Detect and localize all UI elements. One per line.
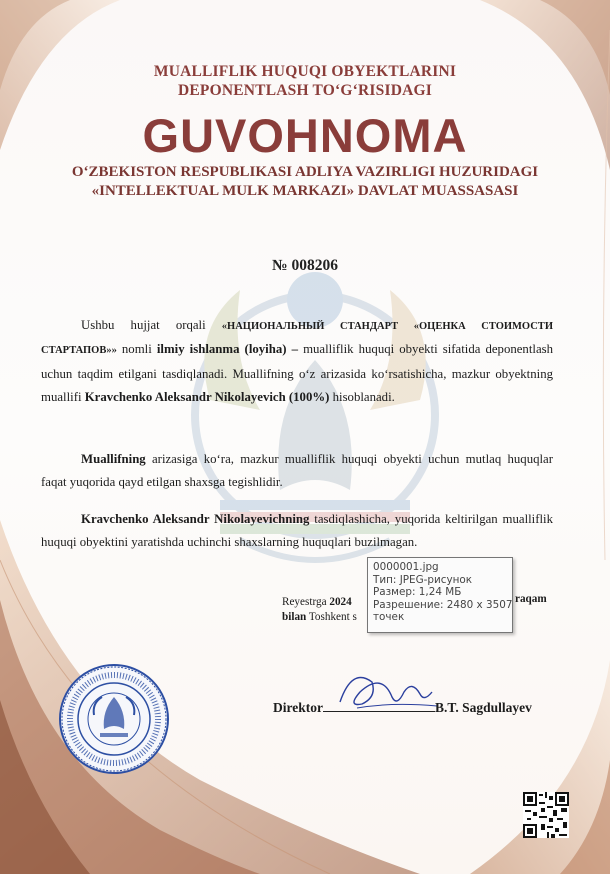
registry-text: Reyestrga xyxy=(282,596,330,608)
paragraph-rights xyxy=(41,448,553,495)
tooltip-resolution: Разрешение: 2480 x 3507 xyxy=(373,598,513,611)
registry-year: 2024 xyxy=(329,596,352,608)
p3-bold: Kravchenko Aleksandr Nikolayevichning xyxy=(81,512,310,526)
tooltip-filename: 0000001.jpg xyxy=(373,561,439,573)
official-seal xyxy=(58,663,170,775)
p2-text: arizasiga ko‘ra, mazkur mualliflik huquqi obyekti uchun mutlaq huquqlar faqat yuqorida qayd etilgan shaxsga tegishlidir. xyxy=(41,452,553,490)
paragraph-deposit xyxy=(41,314,553,410)
registry-raqam: raqam xyxy=(515,593,547,605)
paragraph-confirmation xyxy=(41,508,553,555)
registry-line-1 xyxy=(282,593,352,611)
work-title: «НАЦИОНАЛЬНЫЙ СТАНДАРТ «ОЦЕНКА СТОИМОСТИ СТАРТАПОВ»» xyxy=(41,321,553,357)
certificate-subtitle xyxy=(0,62,610,100)
qr-code xyxy=(523,792,569,838)
issuing-organization xyxy=(0,163,610,201)
org-line-1: O‘ZBEKISTON RESPUBLIKASI ADLIYA VAZIRLIGI HUZURIDAGI xyxy=(71,164,539,180)
p2-bold: Muallifning xyxy=(81,452,146,466)
certificate-title: GUVOHNOMA xyxy=(142,109,468,162)
subtitle-line-2: DEPONENTLASH TO‘G‘RISIDAGI xyxy=(178,82,432,99)
p3-text: tasdiqlashicha, yuqorida keltirilgan mualliflik huquqi obyektini yaratishda uchinchi shaxslarning huquqlari buzilmagan. xyxy=(41,512,554,550)
p1-text-4: hisoblanadi. xyxy=(329,390,395,405)
signature-line xyxy=(323,699,435,712)
author-name: Kravchenko Aleksandr Nikolayevich (100%) xyxy=(84,390,330,405)
file-info-tooltip xyxy=(367,557,513,633)
subtitle-line-1: MUALLIFLIK HUQUQI OBYEKTLARINI xyxy=(153,63,457,80)
director-role: Direktor xyxy=(273,700,323,715)
director-name: B.T. Sagdullayev xyxy=(435,700,532,715)
tooltip-size: Размер: 1,24 МБ xyxy=(373,586,462,599)
p1-text-1: Ushbu hujjat orqali xyxy=(81,318,222,332)
tooltip-type: Тип: JPEG-рисунок xyxy=(373,573,473,586)
work-type: ilmiy ishlanma (loyiha) – xyxy=(156,342,298,357)
registry-city: Toshkent s xyxy=(306,611,357,623)
p1-text-2: nomli xyxy=(116,342,157,357)
p1-text-3: mualliflik huquqi obyekti sifatida deponentlash uchun taqdim etilgani tasdiqlanadi. Muallifning o‘z arizasida ko‘rsatishicha, mazkur obyektning muallifi xyxy=(41,342,553,405)
signature-row xyxy=(273,699,532,716)
registry-bilan: bilan xyxy=(282,611,307,623)
certificate-number: № 008206 xyxy=(272,257,338,274)
registry-line-2 xyxy=(282,611,357,623)
tooltip-resolution-unit: точек xyxy=(373,611,405,624)
org-line-2: «INTELLEKTUAL MULK MARKAZI» DAVLAT MUASSASASI xyxy=(91,183,519,199)
